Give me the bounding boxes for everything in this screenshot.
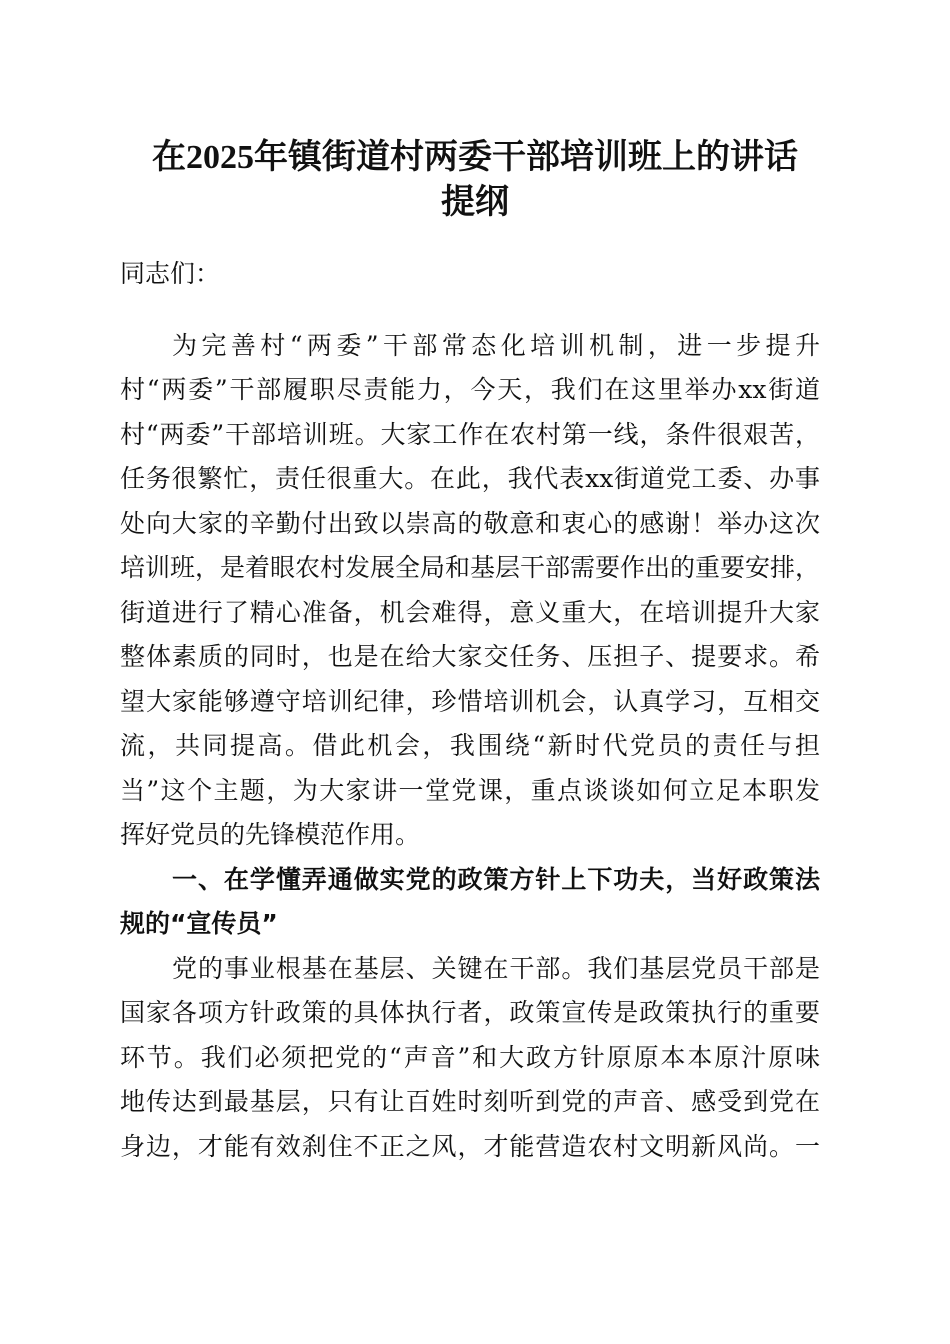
document-body — [120, 252, 820, 1169]
text-line: 挥好党员的先锋模范作用。 — [120, 820, 421, 849]
text-line: 规的“宣传员” — [120, 909, 278, 938]
text-line: 望大家能够遵守培训纪律，珍惜培训机会，认真学习，互相交 — [120, 686, 820, 716]
document-title — [110, 135, 840, 225]
text-line: 党的事业根基在基层、关键在干部。我们基层党员干部是 — [172, 953, 820, 983]
text-line: 为完善村“两委”干部常态化培训机制，进一步提升 — [172, 330, 820, 360]
text-line: 整体素质的同时，也是在给大家交任务、压担子、提要求。希 — [120, 642, 820, 671]
text-line: 流，共同提高。借此机会，我围绕“新时代党员的责任与担 — [120, 731, 820, 760]
text-line: 身边，才能有效刹住不正之风，才能营造农村文明新风尚。一 — [120, 1131, 820, 1161]
title-line-1: 在2025年镇街道村两委干部培训班上的讲话 — [152, 139, 798, 176]
text-line: 任务很繁忙，责任很重大。在此，我代表xx街道党工委、办事 — [120, 464, 820, 493]
text-line: 处向大家的辛勤付出致以崇高的敬意和衷心的感谢！举办这次 — [120, 508, 820, 538]
text-line: 环节。我们必须把党的“声音”和大政方针原原本本原汁原味 — [120, 1042, 820, 1072]
text-line: 村“两委”干部培训班。大家工作在农村第一线，条件很艰苦， — [120, 419, 820, 449]
paragraph — [120, 947, 820, 1170]
section-heading — [120, 858, 820, 947]
text-line: 地传达到最基层，只有让百姓时刻听到党的声音、感受到党在 — [120, 1087, 820, 1116]
salutation: 同志们： — [120, 259, 221, 288]
paragraph — [120, 324, 820, 858]
text-line: 一、在学懂弄通做实党的政策方针上下功夫，当好政策法 — [172, 864, 820, 894]
text-line: 国家各项方针政策的具体执行者，政策宣传是政策执行的重要 — [120, 998, 820, 1027]
text-line: 村“两委”干部履职尽责能力，今天，我们在这里举办xx街道 — [120, 375, 820, 404]
title-line-2: 提纲 — [441, 184, 509, 221]
text-line: 当”这个主题，为大家讲一堂党课，重点谈谈如何立足本职发 — [120, 775, 820, 805]
text-line: 街道进行了精心准备，机会难得，意义重大，在培训提升大家 — [120, 597, 820, 627]
text-line: 培训班，是着眼农村发展全局和基层干部需要作出的重要安排， — [120, 553, 821, 582]
